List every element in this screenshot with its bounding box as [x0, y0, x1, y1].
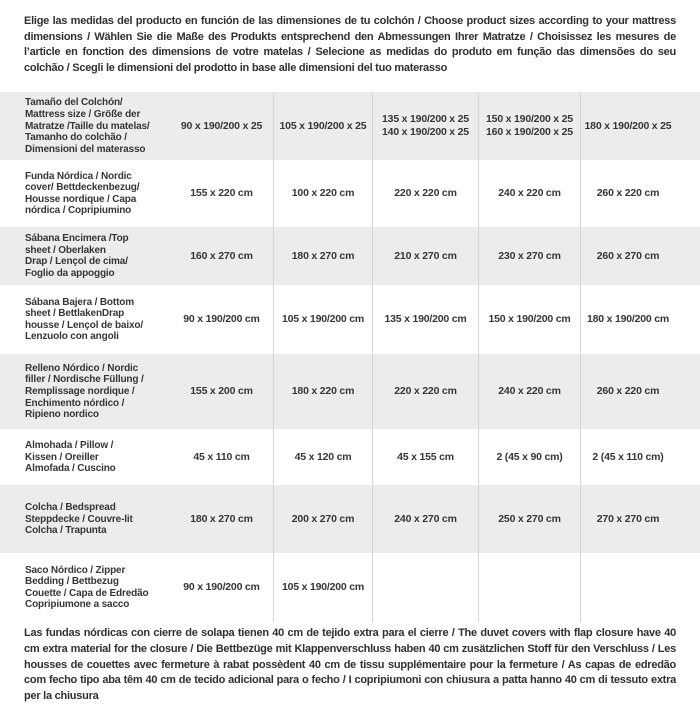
row-label: Sábana Bajera / Bottom sheet / BettlakenDrap housse / Lençol de baixo/ Lenzuolo con angoli [25, 296, 143, 343]
size-table [0, 92, 700, 622]
size-cell: 90 x 190/200 cm [183, 313, 260, 326]
size-cell: 180 x 190/200 cm [580, 285, 675, 354]
size-cell: 260 x 220 cm [580, 160, 675, 227]
size-cell: 240 x 270 cm [372, 485, 478, 553]
size-cell: 260 x 270 cm [580, 227, 675, 285]
size-cell: 45 x 155 cm [372, 429, 478, 485]
size-cell: 90 x 190/200 cm [183, 581, 260, 594]
table-row-mattress-size [0, 92, 700, 160]
size-cell: 270 x 270 cm [580, 485, 675, 553]
size-cell: 155 x 200 cm [190, 385, 253, 398]
size-cell: 240 x 220 cm [478, 354, 580, 429]
size-cell: 220 x 220 cm [372, 160, 478, 227]
size-cell: 160 x 270 cm [190, 249, 253, 262]
row-label: Almohada / Pillow / Kissen / Oreiller Almofada / Cuscino [25, 439, 116, 475]
size-cell: 135 x 190/200 cm [372, 285, 478, 354]
size-cell: 180 x 270 cm [273, 227, 372, 285]
row-label: Colcha / Bedspread Steppdecke / Couvre-lit Colcha / Trapunta [25, 501, 133, 537]
size-cell: 180 x 270 cm [190, 512, 253, 525]
size-cell: 150 x 190/200 cm [478, 285, 580, 354]
size-cell: 135 x 190/200 x 25 140 x 190/200 x 25 [372, 92, 478, 160]
size-cell: 45 x 110 cm [193, 450, 250, 463]
intro-text: Elige las medidas del producto en función de las dimensiones de tu colchón / Choose product sizes according to your mattress dimensions / Wählen Sie die Maße des Produkts entsprechend den Abmessungen Ihrer Matratze / Choisissez les mesures de l’article en fonction des dimensions de votre matelas / Selecione as medidas do produto em função das dimensões do seu colchão / Scegli le dimensioni del prodotto in base alle dimensioni del tuo materasso [24, 15, 676, 74]
table-row-duvet-cover [0, 160, 700, 227]
size-cell: 90 x 190/200 x 25 [180, 119, 263, 132]
size-cell: 260 x 220 cm [580, 354, 675, 429]
size-cell: 105 x 190/200 cm [273, 553, 372, 622]
row-label: Relleno Nórdico / Nordic filler / Nordische Füllung / Remplissage nordique / Enchimento nórdico / Ripieno nordico [25, 362, 144, 421]
size-cell: 180 x 190/200 x 25 [580, 92, 675, 160]
row-label: Tamaño del Colchón/ Mattress size / Größe der Matratze /Taille du matelas/ Tamanho do colchão / Dimensioni del materasso [25, 97, 150, 155]
size-cell: 2 (45 x 90 cm) [478, 429, 580, 485]
size-cell: 105 x 190/200 x 25 [273, 92, 372, 160]
table-row-pillow [0, 429, 700, 485]
size-cell [372, 553, 478, 622]
size-cell: 200 x 270 cm [273, 485, 372, 553]
size-cell: 150 x 190/200 x 25 160 x 190/200 x 25 [478, 92, 580, 160]
size-cell: 220 x 220 cm [372, 354, 478, 429]
row-label: Funda Nórdica / Nordic cover/ Bettdeckenbezug/ Housse nordique / Capa nórdica / Copripiumino [25, 170, 140, 217]
size-cell: 250 x 270 cm [478, 485, 580, 553]
size-cell: 230 x 270 cm [478, 227, 580, 285]
size-cell [580, 553, 675, 622]
size-cell: 2 (45 x 110 cm) [580, 429, 675, 485]
row-label: Sábana Encimera /Top sheet / Oberlaken Drap / Lençol de cima/ Foglio da appoggio [25, 233, 129, 279]
table-row-bottom-sheet [0, 285, 700, 354]
size-cell: 105 x 190/200 cm [273, 285, 372, 354]
size-cell: 45 x 120 cm [273, 429, 372, 485]
table-row-zipper-bedding [0, 553, 700, 622]
row-label: Saco Nórdico / Zipper Bedding / Bettbezug Couette / Capa de Edredão Copripiumone a sacco [25, 564, 149, 611]
table-row-top-sheet [0, 227, 700, 285]
size-cell: 240 x 220 cm [478, 160, 580, 227]
size-cell [478, 553, 580, 622]
size-cell: 155 x 220 cm [190, 187, 253, 200]
table-row-bedspread [0, 485, 700, 553]
table-row-duvet-filler [0, 354, 700, 429]
size-cell: 210 x 270 cm [372, 227, 478, 285]
footnote-text: Las fundas nórdicas con cierre de solapa tienen 40 cm de tejido extra para el cierre / The duvet covers with flap closure have 40 cm extra material for the closure / Die Bettbezüge mit Klappenverschluss haben 40 cm zusätzlichen Stoff für den Verschluss / Les housses de couettes avec fermeture à rabat possèdent 40 cm de tissu supplémentaire pour la fermeture / As capas de edredão com fecho tipo aba têm 40 cm de tecido adicional para o fecho / I copripiumoni con chiusura a patta hanno 40 cm di tessuto extra per la chiusura [24, 627, 676, 702]
size-cell: 100 x 220 cm [273, 160, 372, 227]
size-cell: 180 x 220 cm [273, 354, 372, 429]
